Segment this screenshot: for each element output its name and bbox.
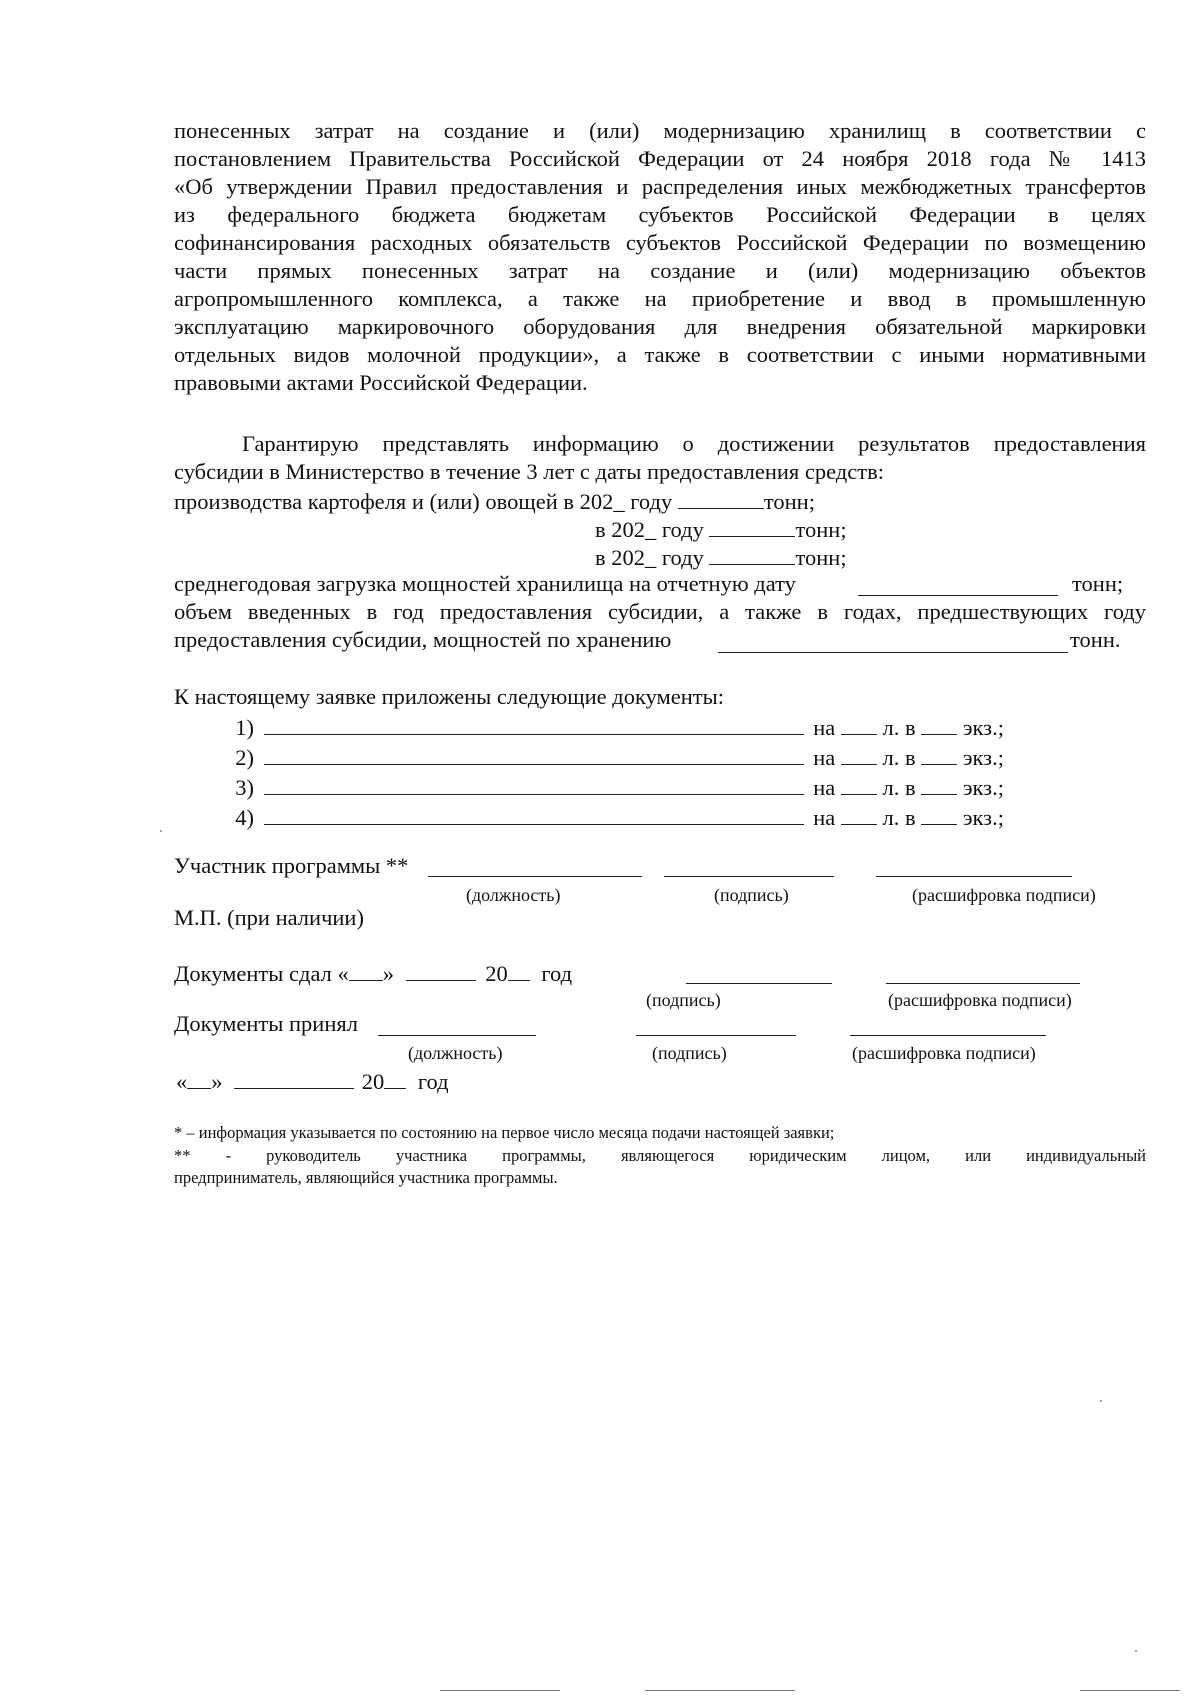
production-label: производства картофеля и (или) овощей в 202_ году (174, 489, 673, 514)
unit-label: тонн; (795, 545, 847, 570)
accepted-month-field[interactable] (234, 1066, 354, 1089)
intro-line: «Об утверждении Правил предоставления и распределения иных межбюджетных трансфертов (174, 174, 1146, 199)
unit-label: тонн; (1072, 571, 1124, 596)
intro-paragraph (174, 117, 1146, 397)
footnote-2-line-1: ** - руководитель участника программы, являющегося юридическим лицом, или индивидуальный (174, 1146, 1146, 1165)
sheets-field[interactable] (841, 772, 877, 795)
na-label: на (813, 805, 836, 830)
decoding-caption: (расшифровка подписи) (912, 885, 1096, 905)
scan-artifact-line (440, 1690, 560, 1691)
participant-decoding-field[interactable] (876, 876, 1072, 877)
attachment-row (222, 712, 1062, 742)
sheets-label: л. в (882, 775, 916, 800)
volume-line (174, 598, 1146, 626)
guarantee-text: Гарантирую представлять информацию о достижении результатов предоставления (242, 431, 1146, 456)
year-prefix: 20 (485, 961, 508, 986)
decoding-caption: (расшифровка подписи) (852, 1043, 1036, 1063)
year-label: в 202_ году (595, 545, 704, 570)
accepted-signature-field[interactable] (636, 1035, 796, 1036)
participant-label: Участник программы ** (174, 853, 409, 878)
production-year-line (595, 514, 847, 544)
participant-position-field[interactable] (428, 876, 642, 877)
accepted-day-field[interactable] (187, 1066, 211, 1089)
attachment-name-field[interactable] (264, 802, 804, 825)
accepted-decoding-field[interactable] (850, 1035, 1046, 1036)
intro-line: софинансирования расходных обязательств субъектов Российской Федерации по возмещению (174, 230, 1146, 255)
volume-text: объем введенных в год предоставления субсидии, а также в годах, предшествующих году (174, 599, 1146, 624)
scan-speck (1135, 1650, 1137, 1652)
volume-label: предоставления субсидии, мощностей по хранению (174, 627, 672, 652)
sheets-field[interactable] (841, 742, 877, 765)
copies-field[interactable] (921, 742, 957, 765)
scan-artifact-line (645, 1690, 795, 1691)
attachment-name-field[interactable] (264, 742, 804, 765)
na-label: на (813, 715, 836, 740)
attachment-number: 1) (235, 715, 254, 740)
submitted-label: Документы сдал « (174, 961, 349, 986)
position-caption: (должность) (466, 885, 561, 905)
unit-end-label: тонн. (1070, 627, 1121, 652)
position-caption: (должность) (408, 1043, 503, 1063)
copies-label: экз.; (962, 775, 1004, 800)
decoding-caption: (расшифровка подписи) (888, 990, 1072, 1010)
signature-caption: (подпись) (652, 1043, 727, 1063)
year-word: год (541, 961, 573, 986)
load-field[interactable] (858, 595, 1058, 596)
volume-field[interactable] (718, 652, 1068, 653)
attachment-name-field[interactable] (264, 772, 804, 795)
participant-signature-field[interactable] (664, 876, 834, 877)
attachment-number: 3) (235, 775, 254, 800)
copies-field[interactable] (921, 802, 957, 825)
attachment-number: 2) (235, 745, 254, 770)
attachment-name-field[interactable] (264, 712, 804, 735)
intro-line: из федерального бюджета бюджетам субъектов Российской Федерации в целях (174, 202, 1146, 227)
accepted-position-field[interactable] (378, 1035, 536, 1036)
copies-label: экз.; (962, 715, 1004, 740)
sheets-label: л. в (882, 805, 916, 830)
copies-field[interactable] (921, 712, 957, 735)
sheets-field[interactable] (841, 712, 877, 735)
sheets-label: л. в (882, 745, 916, 770)
signature-caption: (подпись) (646, 990, 721, 1010)
attachment-row (222, 802, 1062, 832)
stamp-label: М.П. (при наличии) (174, 905, 364, 930)
sheets-field[interactable] (841, 802, 877, 825)
accepted-date-line (176, 1066, 449, 1096)
submitted-month-field[interactable] (406, 958, 476, 981)
year-prefix: 20 (361, 1069, 385, 1094)
guarantee-line-2: субсидии в Министерство в течение 3 лет с даты предоставления средств: (174, 459, 884, 484)
copies-label: экз.; (962, 805, 1004, 830)
submitted-decoding-field[interactable] (886, 983, 1080, 984)
na-label: на (813, 775, 836, 800)
production-field[interactable] (678, 486, 764, 509)
na-label: на (813, 745, 836, 770)
production-line (174, 486, 815, 516)
production-field[interactable] (709, 542, 795, 565)
footnote-1 (174, 1122, 1146, 1144)
unit-label: тонн; (795, 517, 847, 542)
attachment-row (222, 772, 1062, 802)
accepted-year-field[interactable] (384, 1066, 406, 1089)
production-field[interactable] (709, 514, 795, 537)
year-word: год (417, 1069, 449, 1094)
submitted-day-field[interactable] (349, 958, 383, 981)
attachment-number: 4) (235, 805, 254, 830)
intro-line: части прямых понесенных затрат на создание и (или) модернизацию объектов (174, 258, 1146, 283)
submitted-signature-field[interactable] (686, 983, 832, 984)
footnote-2-line-2: предприниматель, являющийся участника программы. (174, 1168, 558, 1187)
intro-line: отдельных видов молочной продукции», а также в соответствии с иными нормативными (174, 342, 1146, 367)
intro-line: агропромышленного комплекса, а также на приобретение и ввод в промышленную (174, 286, 1146, 311)
submitted-year-field[interactable] (508, 958, 530, 981)
production-year-line (595, 542, 847, 572)
scan-artifact-line (1080, 1690, 1180, 1691)
submitted-line (174, 958, 572, 988)
scan-speck (1100, 1400, 1102, 1402)
copies-field[interactable] (921, 772, 957, 795)
attachment-row (222, 742, 1062, 772)
year-label: в 202_ году (595, 517, 704, 542)
intro-line: эксплуатацию маркировочного оборудования для внедрения обязательной маркировки (174, 314, 1146, 339)
copies-label: экз.; (962, 745, 1004, 770)
footnote-1-text: * – информация указывается по состоянию на первое число месяца подачи настоящей заявки; (174, 1123, 835, 1142)
guarantee-line (242, 430, 1146, 458)
intro-line: правовыми актами Российской Федерации. (174, 370, 588, 395)
footnote-2 (174, 1145, 1146, 1189)
load-label: среднегодовая загрузка мощностей хранилища на отчетную дату (174, 571, 796, 596)
quote-close: » (382, 961, 394, 986)
unit-label: тонн; (763, 489, 815, 514)
sheets-label: л. в (882, 715, 916, 740)
accepted-label: Документы принял (174, 1011, 358, 1036)
signature-caption: (подпись) (714, 885, 789, 905)
attachments-heading: К настоящему заявке приложены следующие документы: (174, 684, 724, 709)
quote-open: « (176, 1069, 188, 1094)
scan-speck (160, 830, 162, 832)
quote-close: » (211, 1069, 223, 1094)
intro-line: постановлением Правительства Российской Федерации от 24 ноября 2018 года № 1413 (174, 146, 1146, 171)
intro-line: понесенных затрат на создание и (или) модернизацию хранилищ в соответствии с (174, 118, 1146, 143)
